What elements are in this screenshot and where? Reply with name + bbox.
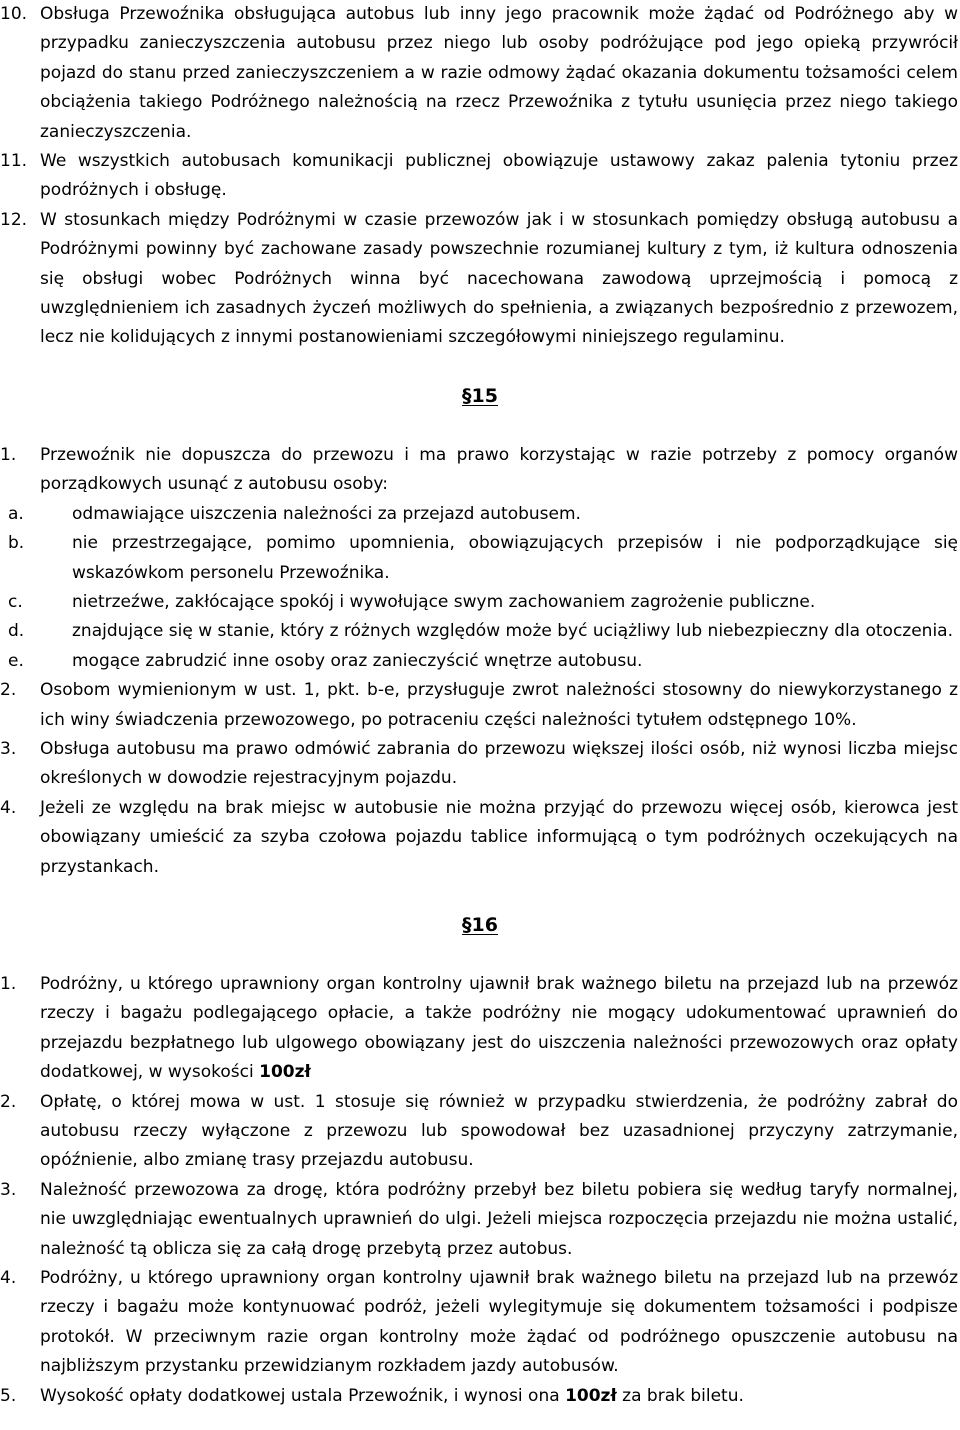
item-number: 4.	[0, 1268, 17, 1289]
paragraph-item	[0, 1382, 960, 1411]
sub-item-text: znajdujące się w stanie, który z różnych względów może być uciążliwy lub niebezpieczny dla otoczenia.	[72, 621, 954, 642]
paragraph-item	[0, 441, 960, 500]
item-number: 10.	[0, 4, 28, 24]
item-number: 5.	[0, 1385, 17, 1406]
sub-item-letter: b.	[8, 533, 25, 554]
paragraph-item	[0, 1264, 960, 1382]
item-number: 1.	[0, 973, 17, 994]
paragraph-item	[0, 1176, 960, 1264]
item-number: 2.	[0, 1091, 17, 1112]
item-number: 11.	[0, 151, 28, 172]
sub-item-text: odmawiające uiszczenia należności za przejazd autobusem.	[72, 503, 581, 524]
paragraph-item	[0, 206, 960, 353]
sub-item-letter: a.	[8, 503, 24, 524]
item-text: Jeżeli ze względu na brak miejsc w autobusie nie można przyjąć do przewozu więcej osób, kierowca jest obowiązany umieścić za szyba czołowa pojazdu tablice informującą o tym podróżnych oczekujących na przystankach.	[40, 797, 958, 877]
sub-item-text: nietrzeźwe, zakłócające spokój i wywołujące swym zachowaniem zagrożenie publiczne.	[72, 591, 816, 612]
paragraph-item	[0, 735, 960, 794]
item-number: 3.	[0, 738, 17, 759]
item-text-after: za brak biletu.	[622, 1385, 744, 1406]
sub-item-letter: d.	[8, 621, 25, 642]
item-number: 12.	[0, 209, 28, 230]
paragraph-item	[0, 147, 960, 206]
item-text: Obsługa Przewoźnika obsługująca autobus lub inny jego pracownik może żądać od Podróżnego aby w przypadku zanieczyszczenia autobusu przez niego lub osoby podróżujące pod jego opieką przywrócił pojazd do stanu przed zanieczyszczeniem a w razie odmowy żądać okazania dokumentu tożsamości celem obciążenia takiego Podróżnego należnością na rzecz Przewoźnika z tytułu usunięcia przez niego takiego zanieczyszczenia.	[40, 4, 958, 142]
sub-item-text: mogące zabrudzić inne osoby oraz zanieczyścić wnętrze autobusu.	[72, 650, 643, 671]
item-number: 3.	[0, 1179, 17, 1200]
fee-amount: 100zł	[259, 1062, 311, 1083]
sub-item	[8, 588, 960, 617]
sub-item	[8, 529, 960, 588]
item-text-before: Wysokość opłaty dodatkowej ustala Przewoźnik, i wynosi ona	[40, 1385, 560, 1406]
paragraph-item	[0, 676, 960, 735]
item-text: Obsługa autobusu ma prawo odmówić zabrania do przewozu większej ilości osób, niż wynosi liczba miejsc określonych w dowodzie rejestracyjnym pojazdu.	[40, 738, 958, 789]
paragraph-item	[0, 1088, 960, 1176]
section-heading-16: §16	[462, 913, 498, 936]
item-number: 4.	[0, 797, 17, 818]
sub-item	[8, 500, 960, 529]
item-text: Przewoźnik nie dopuszcza do przewozu i ma prawo korzystając w razie potrzeby z pomocy organów porządkowych usunąć z autobusu osoby:	[40, 444, 958, 495]
paragraph-item	[0, 794, 960, 882]
item-text: Podróżny, u którego uprawniony organ kontrolny ujawnił brak ważnego biletu na przejazd lub na przewóz rzeczy i bagażu może kontynuować podróż, jeżeli wylegitymuje się dokumentem tożsamości i podpisze protokół. W przeciwnym razie organ kontrolny może żądać od podróżnego opuszczenie autobusu na najbliższym przystanku przewidzianym rozkładem jazdy autobusów.	[40, 1268, 958, 1377]
item-text: Należność przewozowa za drogę, która podróżny przebył bez biletu pobiera się według taryfy normalnej, nie uwzględniając ewentualnych uprawnień do ulgi. Jeżeli miejsca rozpoczęcia przejazdu nie można ustalić, należność tą oblicza się za całą drogę przebytą przez autobus.	[40, 1179, 958, 1259]
fee-amount: 100zł	[565, 1385, 617, 1406]
item-number: 1.	[0, 444, 17, 465]
item-text: Osobom wymienionym w ust. 1, pkt. b-e, przysługuje zwrot należności stosowny do niewykorzystanego z ich winy świadczenia przewozowego, po potraceniu części należności tytułem odstępnego 10%.	[40, 680, 958, 730]
sub-item-letter: e.	[8, 650, 24, 671]
item-text	[40, 1382, 958, 1411]
sub-item	[8, 617, 960, 646]
sub-item-text: nie przestrzegające, pomimo upomnienia, obowiązujących przepisów i nie podporządkujące się wskazówkom personelu Przewoźnika.	[72, 533, 958, 583]
section-heading-15: §15	[462, 384, 498, 407]
item-text: W stosunkach między Podróżnymi w czasie przewozów jak i w stosunkach pomiędzy obsługą autobusu a Podróżnymi powinny być zachowane zasady powszechnie rozumianej kultury z tym, iż kultura odnoszenia się obsługi wobec Podróżnych winna być nacechowana zawodową uprzejmością i pomocą z uwzględnieniem ich zasadnych życzeń możliwych do spełnienia, a związanych bezpośrednio z przewozem, lecz nie kolidujących z innymi postanowieniami szczegółowymi niniejszego regulaminu.	[40, 209, 958, 348]
paragraph-item	[0, 970, 960, 1088]
paragraph-item	[0, 0, 960, 147]
item-text-main: Podróżny, u którego uprawniony organ kontrolny ujawnił brak ważnego biletu na przejazd lub na przewóz rzeczy i bagażu podlegającego opłacie, a także podróżny nie mogący udokumentować uprawnień do przejazdu bezpłatnego lub ulgowego obowiązany jest do uiszczenia należności przewozowych oraz opłaty dodatkowej, w wysokości	[40, 973, 958, 1083]
item-number: 2.	[0, 680, 17, 701]
sub-item-letter: c.	[8, 591, 23, 612]
item-text: Opłatę, o której mowa w ust. 1 stosuje się również w przypadku stwierdzenia, że podróżny zabrał do autobusu rzeczy wyłączone z przewozu lub spowodował bez uzasadnionej przyczyny zatrzymanie, opóźnienie, albo zmianę trasy przejazdu autobusu.	[40, 1091, 958, 1171]
sub-item	[8, 647, 960, 676]
item-text: We wszystkich autobusach komunikacji publicznej obowiązuje ustawowy zakaz palenia tytoniu przez podróżnych i obsługę.	[40, 151, 958, 201]
item-text	[40, 970, 958, 1088]
